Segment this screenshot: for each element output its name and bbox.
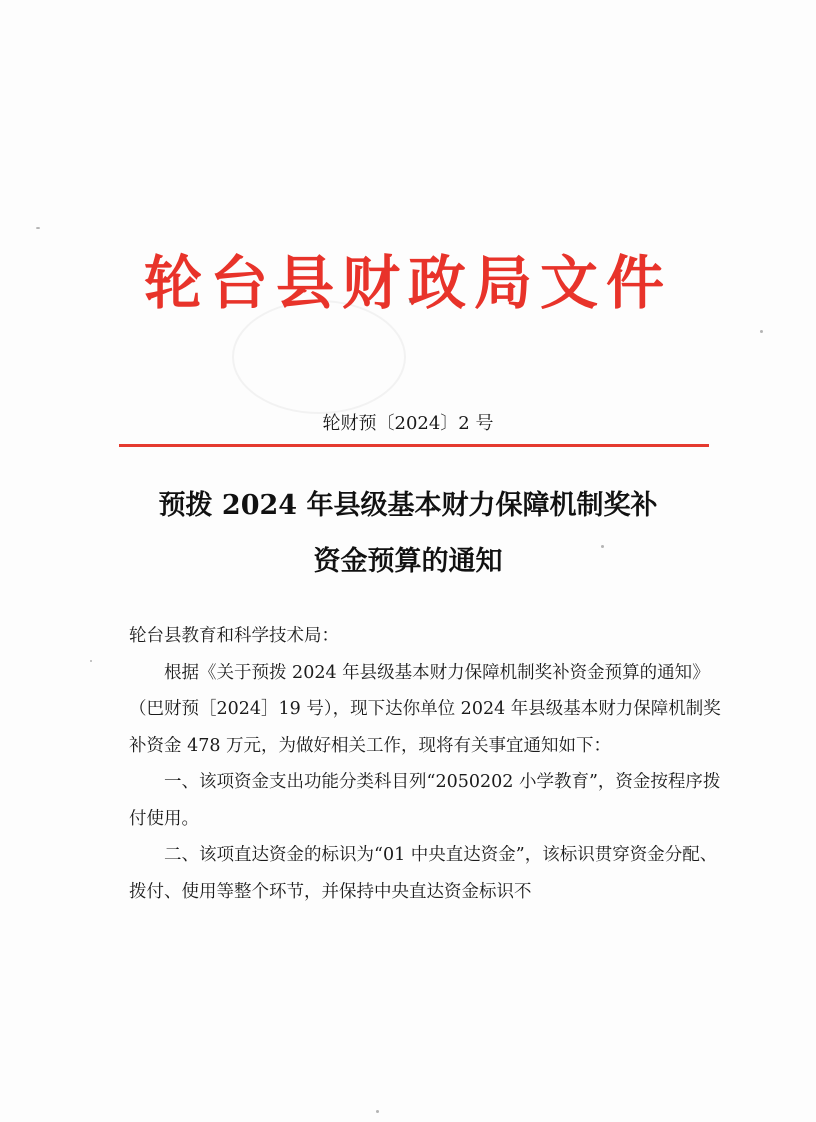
scan-speck [409,300,411,303]
document-body [129,618,721,910]
document-title-line-1: 预拨 2024 年县级基本财力保障机制奖补 [158,490,658,521]
body-paragraph: 一、该项资金支出功能分类科目列“2050202 小学教育”，资金按程序拨付使用。 [129,772,721,829]
scan-speck [36,227,40,229]
body-paragraph: 二、该项直达资金的标识为“01 中央直达资金”，该标识贯穿资金分配、拨付、使用等整个环节，并保持中央直达资金标识不 [129,845,718,902]
document-number: 轮财预〔2024〕2 号 [322,413,494,434]
salutation: 轮台县教育和科学技术局： [129,626,339,646]
scan-speck [760,330,763,333]
body-paragraph: 根据《关于预拨 2024 年县级基本财力保障机制奖补资金预算的通知》（巴财预［2024］19 号），现下达你单位 2024 年县级基本财力保障机制奖补资金 478 万元，为做好相关工作，现将有关事宜通知如下： [129,662,721,756]
scan-speck [601,545,604,548]
red-divider-line [119,444,709,447]
document-title [0,478,816,590]
scan-speck [376,1110,379,1113]
document-title-line-2: 资金预算的通知 [313,546,503,577]
issuer-header-title: 轮台县财政局文件 [143,249,672,317]
scan-speck [90,660,92,662]
